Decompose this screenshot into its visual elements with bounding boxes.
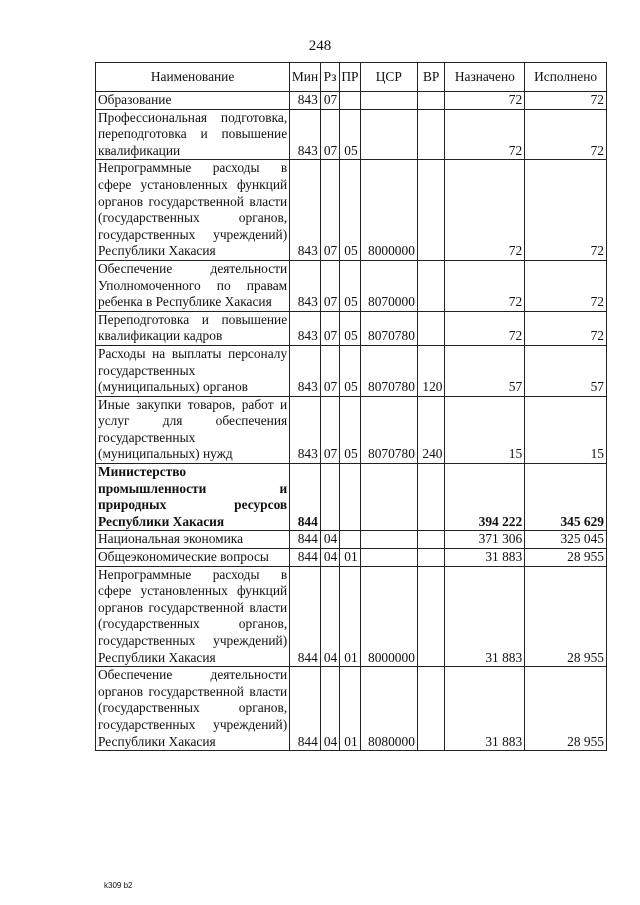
row-assigned: 371 306 <box>445 531 525 549</box>
table-row <box>96 566 607 667</box>
table-header-row <box>96 63 607 92</box>
row-rz: 04 <box>320 667 339 751</box>
row-name: Профессиональная подготовка, переподготовка и повышение квалификации <box>96 109 290 160</box>
row-csr: 8070780 <box>360 345 417 396</box>
row-rz: 04 <box>320 566 339 667</box>
row-vr: 240 <box>417 396 445 463</box>
row-pr: 05 <box>340 260 360 311</box>
row-pr: 05 <box>340 396 360 463</box>
table-row <box>96 92 607 110</box>
row-min: 843 <box>290 345 321 396</box>
row-min: 844 <box>290 531 321 549</box>
row-name: Переподготовка и повышение квалификации кадров <box>96 311 290 345</box>
row-csr: 8070780 <box>360 311 417 345</box>
row-assigned: 72 <box>445 311 525 345</box>
column-header-pr: ПР <box>340 63 360 92</box>
row-min: 843 <box>290 92 321 110</box>
row-vr <box>417 531 445 549</box>
row-vr <box>417 311 445 345</box>
row-executed: 72 <box>525 311 607 345</box>
row-rz: 07 <box>320 260 339 311</box>
row-csr: 8070780 <box>360 396 417 463</box>
row-executed: 28 955 <box>525 566 607 667</box>
row-csr <box>360 109 417 160</box>
row-vr <box>417 667 445 751</box>
row-name: Обеспечение деятельности Уполномоченного по правам ребенка в Республике Хакасия <box>96 260 290 311</box>
table-row <box>96 549 607 567</box>
row-assigned: 31 883 <box>445 667 525 751</box>
row-assigned: 72 <box>445 260 525 311</box>
row-rz: 07 <box>320 396 339 463</box>
row-pr: 05 <box>340 345 360 396</box>
row-csr: 8000000 <box>360 566 417 667</box>
column-header-executed: Исполнено <box>525 63 607 92</box>
row-min: 844 <box>290 464 321 531</box>
row-executed: 72 <box>525 260 607 311</box>
row-name: Непрограммные расходы в сфере установленных функций органов государственной власти (государственных органов, государственных учреждений) Республики Хакасия <box>96 566 290 667</box>
row-csr <box>360 92 417 110</box>
row-pr <box>340 464 360 531</box>
row-pr: 05 <box>340 311 360 345</box>
column-header-rz: Рз <box>320 63 339 92</box>
row-vr <box>417 260 445 311</box>
column-header-vr: ВР <box>417 63 445 92</box>
row-name: Общеэкономические вопросы <box>96 549 290 567</box>
row-min: 843 <box>290 160 321 261</box>
page-number: 248 <box>308 38 332 54</box>
row-name: Расходы на выплаты персоналу государственных (муниципальных) органов <box>96 345 290 396</box>
table-row <box>96 667 607 751</box>
row-executed: 72 <box>525 92 607 110</box>
row-vr <box>417 92 445 110</box>
row-name: Национальная экономика <box>96 531 290 549</box>
table-row <box>96 396 607 463</box>
row-executed: 57 <box>525 345 607 396</box>
table-row <box>96 531 607 549</box>
footer-code: k309 b2 <box>104 881 133 890</box>
row-executed: 15 <box>525 396 607 463</box>
row-min: 844 <box>290 549 321 567</box>
row-assigned: 57 <box>445 345 525 396</box>
row-csr <box>360 549 417 567</box>
row-rz <box>320 464 339 531</box>
row-pr: 01 <box>340 667 360 751</box>
row-executed: 28 955 <box>525 549 607 567</box>
row-rz: 07 <box>320 160 339 261</box>
row-assigned: 31 883 <box>445 549 525 567</box>
row-executed: 28 955 <box>525 667 607 751</box>
row-csr <box>360 531 417 549</box>
row-name: Образование <box>96 92 290 110</box>
row-assigned: 394 222 <box>445 464 525 531</box>
row-vr <box>417 160 445 261</box>
row-assigned: 72 <box>445 160 525 261</box>
row-pr: 05 <box>340 160 360 261</box>
row-vr <box>417 566 445 667</box>
row-name: Министерство промышленности и природных ресурсов Республики Хакасия <box>96 464 290 531</box>
budget-table <box>95 62 607 751</box>
row-executed: 325 045 <box>525 531 607 549</box>
table-row-ministry <box>96 464 607 531</box>
table-row <box>96 160 607 261</box>
table-row <box>96 345 607 396</box>
row-name: Иные закупки товаров, работ и услуг для обеспечения государственных (муниципальных) нужд <box>96 396 290 463</box>
row-executed: 72 <box>525 109 607 160</box>
row-min: 844 <box>290 667 321 751</box>
row-csr: 8000000 <box>360 160 417 261</box>
row-pr <box>340 92 360 110</box>
row-vr <box>417 464 445 531</box>
row-rz: 07 <box>320 345 339 396</box>
column-header-name: Наименование <box>96 63 290 92</box>
row-vr <box>417 109 445 160</box>
row-name: Обеспечение деятельности органов государственной власти (государственных органов, государственных учреждений) Республики Хакасия <box>96 667 290 751</box>
row-min: 843 <box>290 109 321 160</box>
table-row <box>96 311 607 345</box>
column-header-csr: ЦСР <box>360 63 417 92</box>
row-pr: 01 <box>340 566 360 667</box>
row-rz: 07 <box>320 109 339 160</box>
row-vr <box>417 549 445 567</box>
row-assigned: 72 <box>445 92 525 110</box>
row-min: 843 <box>290 396 321 463</box>
row-min: 843 <box>290 260 321 311</box>
row-min: 843 <box>290 311 321 345</box>
row-executed: 345 629 <box>525 464 607 531</box>
row-rz: 07 <box>320 311 339 345</box>
column-header-assigned: Назначено <box>445 63 525 92</box>
row-pr: 01 <box>340 549 360 567</box>
column-header-min: Мин <box>290 63 321 92</box>
row-assigned: 15 <box>445 396 525 463</box>
row-name: Непрограммные расходы в сфере установленных функций органов государственной власти (государственных органов, государственных учреждений) Республики Хакасия <box>96 160 290 261</box>
row-assigned: 31 883 <box>445 566 525 667</box>
row-rz: 04 <box>320 531 339 549</box>
table-row <box>96 260 607 311</box>
row-rz: 04 <box>320 549 339 567</box>
row-pr <box>340 531 360 549</box>
table-body <box>96 92 607 751</box>
row-assigned: 72 <box>445 109 525 160</box>
table-row <box>96 109 607 160</box>
row-min: 844 <box>290 566 321 667</box>
row-csr <box>360 464 417 531</box>
row-csr: 8070000 <box>360 260 417 311</box>
row-csr: 8080000 <box>360 667 417 751</box>
row-vr: 120 <box>417 345 445 396</box>
row-pr: 05 <box>340 109 360 160</box>
row-rz: 07 <box>320 92 339 110</box>
row-executed: 72 <box>525 160 607 261</box>
